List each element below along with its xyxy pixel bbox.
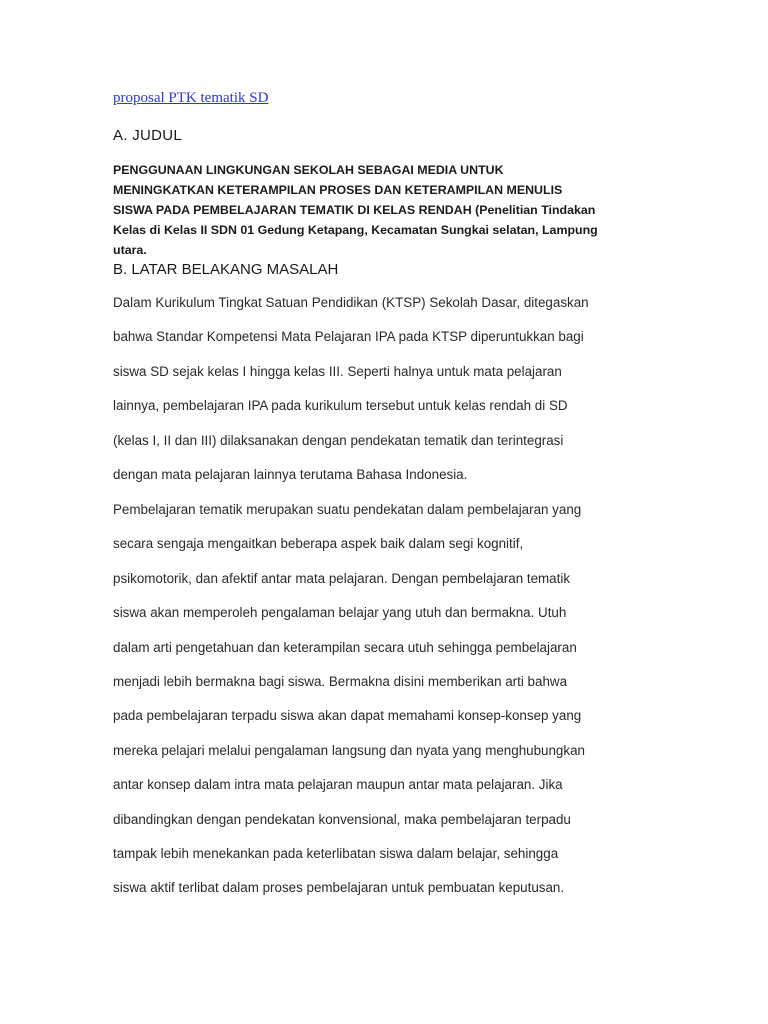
paragraph-line: menjadi lebih bermakna bagi siswa. Bermakna disini memberikan arti bahwa <box>113 673 568 689</box>
title-line: PENGGUNAAN LINGKUNGAN SEKOLAH SEBAGAI MEDIA UNTUK <box>113 163 504 177</box>
paragraph-line: dibandingkan dengan pendekatan konvensional, maka pembelajaran terpadu <box>113 811 571 827</box>
paragraph-line: siswa SD sejak kelas I hingga kelas III. Seperti halnya untuk mata pelajaran <box>113 363 562 379</box>
paragraph-line: dengan mata pelajaran lainnya terutama Bahasa Indonesia. <box>113 466 468 482</box>
title-line: utara. <box>113 243 147 257</box>
paragraph-line: Pembelajaran tematik merupakan suatu pendekatan dalam pembelajaran yang <box>113 502 582 517</box>
paragraph-line: lainnya, pembelajaran IPA pada kurikulum tersebut untuk kelas rendah di SD <box>113 398 568 414</box>
title-line: MENINGKATKAN KETERAMPILAN PROSES DAN KETERAMPILAN MENULIS <box>113 183 563 197</box>
paragraph-line: dalam arti pengetahuan dan keterampilan secara utuh sehingga pembelajaran <box>113 639 577 655</box>
title-line: Kelas di Kelas II SDN 01 Gedung Ketapang, Kecamatan Sungkai selatan, Lampung <box>113 223 598 237</box>
title-line: SISWA PADA PEMBELAJARAN TEMATIK DI KELAS RENDAH (Penelitian Tindakan <box>113 203 596 217</box>
paragraph-line: (kelas I, II dan III) dilaksanakan dengan pendekatan tematik dan terintegrasi <box>113 432 564 448</box>
paragraph-line: antar konsep dalam intra mata pelajaran maupun antar mata pelajaran. Jika <box>113 777 563 793</box>
paragraph-line: tampak lebih menekankan pada keterlibatan siswa dalam belajar, sehingga <box>113 845 559 861</box>
paragraph-1 <box>113 293 673 499</box>
paragraph-line: siswa akan memperoleh pengalaman belajar yang utuh dan bermakna. Utuh <box>113 605 567 621</box>
paragraph-2 <box>113 500 673 913</box>
paragraph-line: Dalam Kurikulum Tingkat Satuan Pendidikan (KTSP) Sekolah Dasar, ditegaskan <box>113 295 589 310</box>
document-title-link[interactable]: proposal PTK tematik SD <box>113 90 269 106</box>
paragraph-line: bahwa Standar Kompetensi Mata Pelajaran IPA pada KTSP diperuntukkan bagi <box>113 329 584 345</box>
paragraph-line: secara sengaja mengaitkan beberapa aspek baik dalam segi kognitif, <box>113 536 524 552</box>
section-b-heading: B. LATAR BELAKANG MASALAH <box>113 261 339 278</box>
paragraph-line: mereka pelajari melalui pengalaman langsung dan nyata yang menghubungkan <box>113 742 585 758</box>
section-a-heading: A. JUDUL <box>113 127 183 144</box>
paragraph-line: psikomotorik, dan afektif antar mata pelajaran. Dengan pembelajaran tematik <box>113 570 571 586</box>
paragraph-line: pada pembelajaran terpadu siswa akan dapat memahami konsep-konsep yang <box>113 708 582 724</box>
proposal-title <box>113 160 661 260</box>
paragraph-line: siswa aktif terlibat dalam proses pembelajaran untuk pembuatan keputusan. <box>113 880 565 896</box>
